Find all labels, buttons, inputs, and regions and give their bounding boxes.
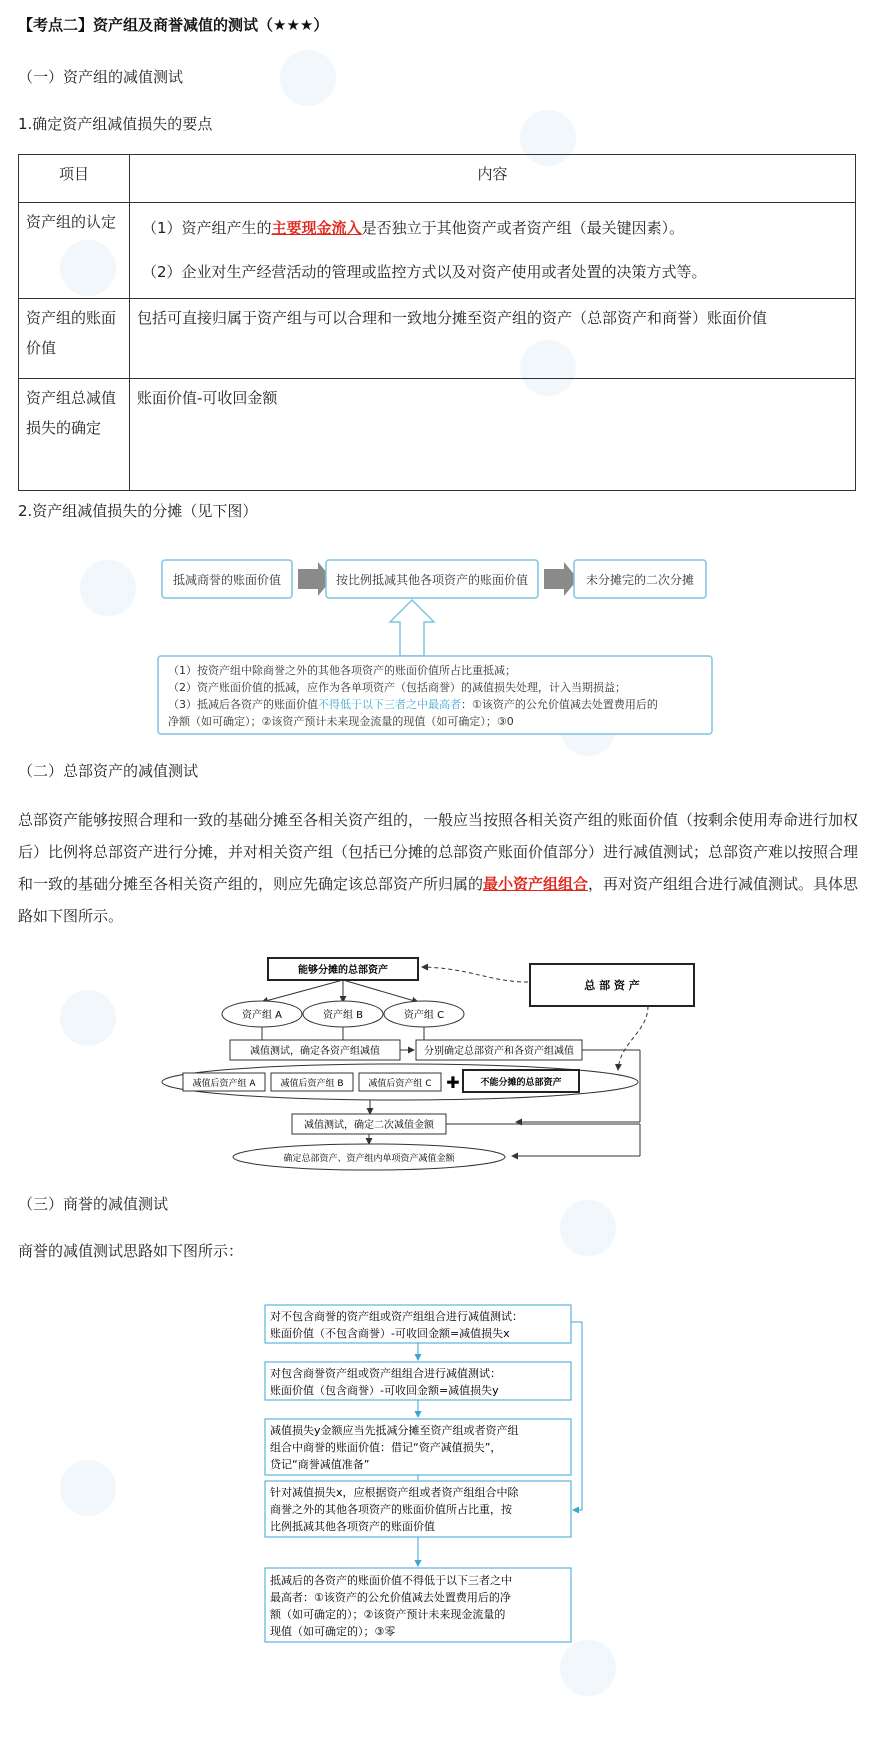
table-row-content: 账面价值-可收回金额 — [130, 379, 856, 491]
final-ellipse-text: 确定总部资产、资产组内单项资产减值金额 — [283, 1154, 455, 1164]
flow-box-others-text: 按比例抵减其他各项资产的账面价值 — [335, 573, 529, 587]
section1-heading: （一）资产组的减值测试 — [18, 68, 184, 86]
highlight-text: 主要现金流入 — [271, 219, 362, 237]
watermark-logo — [280, 50, 336, 106]
table-row-item: 资产组的账面价值 — [19, 299, 130, 379]
section3-intro: 商誉的减值测试思路如下图所示： — [18, 1242, 244, 1260]
step-line: 账面价值（包含商誉）-可收回金额=减值损失y — [270, 1384, 499, 1397]
step-line: 账面价值（不包含商誉）-可收回金额=减值损失x — [270, 1327, 510, 1340]
step-line: 减值损失y金额应当先抵减分摊至资产组或者资产组 — [270, 1424, 519, 1437]
flow-note-line: （3）抵减后各资产的账面价值不得低于以下三者之中最高者：①该资产的公允价值减去处置费用后的 — [168, 698, 658, 711]
goodwill-flow-diagram — [260, 1300, 590, 1712]
table-row-item: 资产组的认定 — [19, 203, 130, 299]
box-test2-text: 减值测试，确定二次减值金额 — [304, 1120, 434, 1131]
impairment-table — [18, 154, 856, 491]
watermark-logo — [60, 990, 116, 1046]
flow-note-line: （1）按资产组中除商誉之外的其他各项资产的账面价值所占比重抵减； — [168, 664, 516, 677]
step-line: 抵减后的各资产的账面价值不得低于以下三者之中 — [270, 1574, 512, 1587]
table-row-content: 包括可直接归属于资产组与可以合理和一致地分摊至资产组的资产（总部资产和商誉）账面价值 — [130, 299, 856, 379]
box-alloc-text: 分别确定总部资产和各资产组减值 — [424, 1046, 574, 1057]
arrow-right-icon — [544, 562, 578, 596]
step-line: 对不包含商誉的资产组或资产组组合进行减值测试： — [270, 1310, 523, 1323]
watermark-logo — [80, 560, 136, 616]
content-text: （1）资产组产生的 — [142, 219, 272, 237]
page-title: 【考点二】资产组及商誉减值的测试（★★★） — [18, 16, 329, 34]
step-line: 贷记“商誉减值准备” — [270, 1458, 370, 1471]
highlight-text: 最小资产组组合 — [483, 875, 589, 893]
watermark-logo — [60, 1460, 116, 1516]
hq-asset-diagram — [150, 952, 722, 1178]
section1-sub1: 1.确定资产组减值损失的要点 — [18, 115, 213, 133]
section3-heading: （三）商誉的减值测试 — [18, 1195, 169, 1213]
box-unalloc-text: 不能分摊的总部资产 — [480, 1078, 562, 1088]
content-text: （2）企业对生产经营活动的管理或监控方式以及对资产使用或者处置的决策方式等。 — [142, 263, 707, 281]
section2-heading: （二）总部资产的减值测试 — [18, 762, 199, 780]
group-c-text: 资产组 C — [403, 1010, 445, 1021]
step-line: 现值（如可确定的）；③零 — [270, 1625, 396, 1638]
arrow-up-icon — [390, 600, 434, 656]
step-line: 最高者：①该资产的公允价值减去处置费用后的净 — [270, 1591, 511, 1604]
allocation-flow-diagram — [150, 552, 720, 738]
section2-paragraph: 总部资产能够按照合理和一致的基础分摊至各相关资产组的，一般应当按照各相关资产组的账面价值（按剩余使用寿命进行加权后）比例将总部资产进行分摊，并对相关资产组（包括已分摊的总部资产账面价值部分）进行减值测试；总部资产难以按照合理和一致的基础分摊至各相关资产组的，则应先确定该总部资产所归属的最小资产组组合，再对资产组组合进行减值测试。具体思路如下图所示。 — [18, 811, 859, 925]
group-a-text: 资产组 A — [241, 1010, 283, 1021]
flow-box-goodwill-text: 抵减商誉的账面价值 — [172, 573, 282, 587]
box-test1-text: 减值测试，确定各资产组减值 — [250, 1046, 380, 1057]
watermark-logo — [560, 1200, 616, 1256]
box-after-c-text: 减值后资产组 C — [368, 1079, 432, 1089]
table-row-content — [130, 203, 856, 299]
content-text: 是否独立于其他资产或者资产组（最关键因素）。 — [361, 219, 685, 237]
plus-icon: ✚ — [446, 1073, 460, 1092]
flow-note-line: 净额（如可确定）；②该资产预计未来现金流量的现值（如可确定）；③0 — [168, 715, 514, 728]
step-line: 比例抵减其他各项资产的账面价值 — [270, 1520, 435, 1533]
box-allocable-hq-text: 能够分摊的总部资产 — [298, 965, 388, 976]
step-line: 额（如可确定的）；②该资产预计未来现金流量的 — [270, 1608, 506, 1621]
box-after-b-text: 减值后资产组 B — [280, 1079, 344, 1089]
flow-box-second-text: 未分摊完的二次分摊 — [585, 573, 695, 587]
step-line: 组合中商誉的账面价值：借记“资产减值损失”， — [270, 1441, 502, 1454]
group-b-text: 资产组 B — [322, 1010, 364, 1021]
table-header-content: 内容 — [130, 155, 856, 203]
flow-note-line: （2）资产账面价值的抵减，应作为各单项资产（包括商誉）的减值损失处理，计入当期损益； — [168, 681, 626, 694]
box-after-a-text: 减值后资产组 A — [192, 1079, 256, 1089]
section1-sub2: 2.资产组减值损失的分摊（见下图） — [18, 502, 258, 520]
table-header-item: 项目 — [19, 155, 130, 203]
box-hq-text: 总 部 资 产 — [584, 979, 640, 992]
step-line: 对包含商誉资产组或资产组组合进行减值测试： — [270, 1367, 501, 1380]
table-row-item: 资产组总减值损失的确定 — [19, 379, 130, 491]
step-line: 商誉之外的其他各项资产的账面价值所占比重，按 — [270, 1503, 512, 1516]
step-line: 针对减值损失x，应根据资产组或者资产组组合中除 — [270, 1486, 519, 1499]
